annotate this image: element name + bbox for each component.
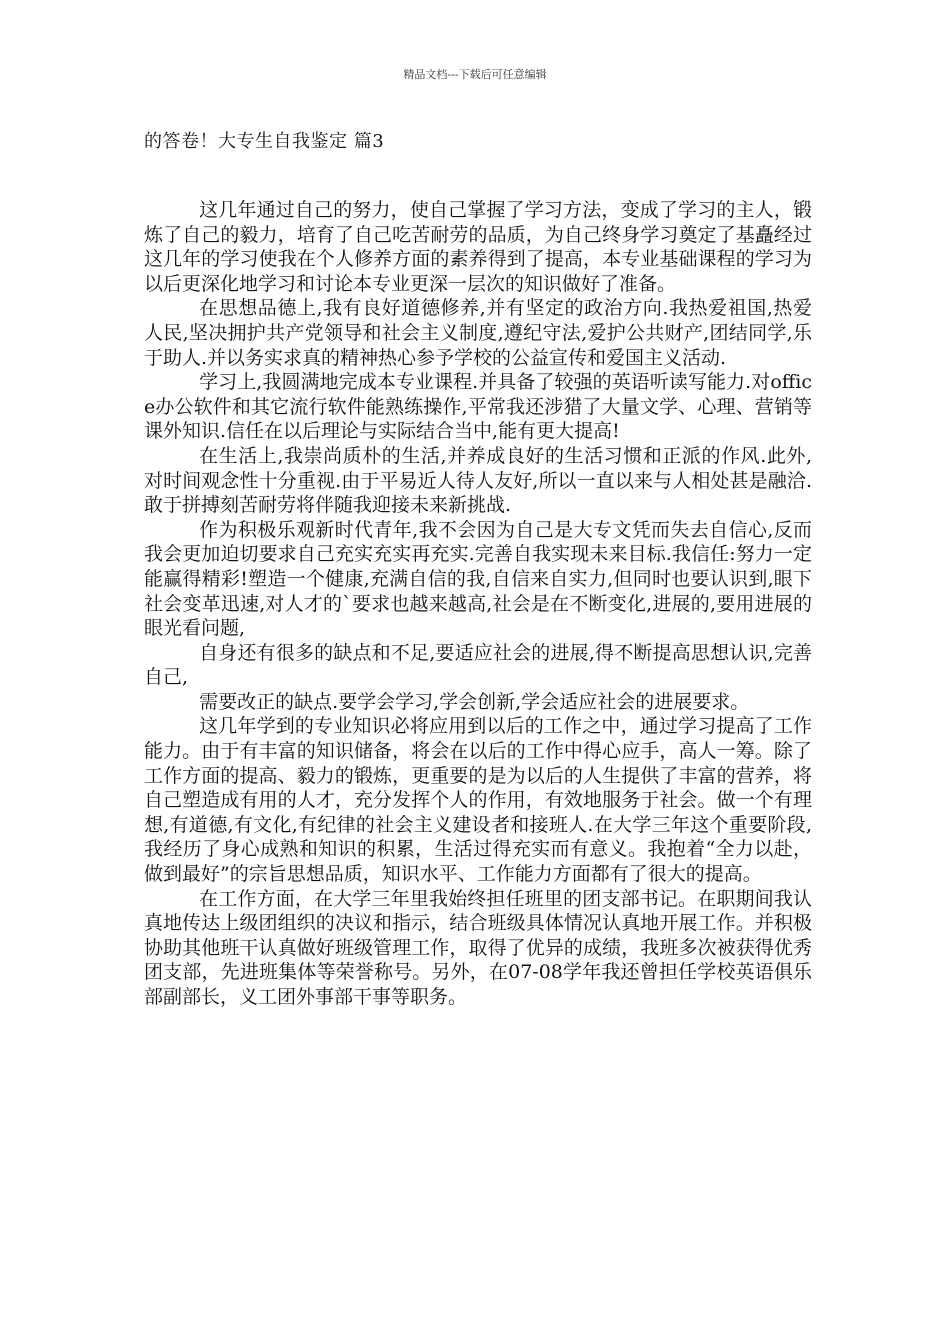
paragraph-study-method: 这几年通过自己的努力，使自己掌握了学习方法，变成了学习的主人，锻炼了自己的毅力，培育了自己吃苦耐劳的品质，为自己终身学习奠定了基矗经过这几年的学习使我在个人修养方面的素养得到了提高，本专业基础课程的学习为以后更深化地学习和讨论本专业更深一层次的知识做好了准备。 xyxy=(144,199,812,295)
paragraph-professional-knowledge: 这几年学到的专业知识必将应用到以后的工作之中，通过学习提高了工作能力。由于有丰富的知识储备，将会在以后的工作中得心应手，高人一筹。除了工作方面的提高、毅力的锻炼，更重要的是为以后的人生提供了丰富的营养，将自己塑造成有用的人才，充分发挥个人的作用，有效地服务于社会。做一个有理想,有道德,有文化,有纪律的社会主义建设者和接班人.在大学三年这个重要阶段,我经历了身心成熟和知识的积累，生活过得充实而有意义。我抱着“全力以赴，做到最好”的宗旨思想品质，知识水平、工作能力方面都有了很大的提高。 xyxy=(144,715,812,886)
document-body xyxy=(144,198,812,1010)
paragraph-academic-study: 学习上,我圆满地完成本专业课程.并具备了较强的英语听读写能力.对office办公软件和其它流行软件能熟练操作,平常我还涉猎了大量文学、心理、营销等课外知识.信任在以后理论与实际结合当中,能有更大提高! xyxy=(144,371,812,443)
document-title: 的答卷！大专生自我鉴定 篇3 xyxy=(144,131,385,152)
page-header: 精品文档---下载后可任意编辑 xyxy=(403,68,547,81)
paragraph-shortcomings: 自身还有很多的缺点和不足,要适应社会的进展,得不断提高思想认识,完善自己, xyxy=(144,641,812,689)
paragraph-work-experience: 在工作方面，在大学三年里我始终担任班里的团支部书记。在职期间我认真地传达上级团组织的决议和指示，结合班级具体情况认真地开展工作。并积极协助其他班干认真做好班级管理工作，取得了优异的成绩，我班多次被获得优秀团支部，先进班集体等荣誉称号。另外，在07-08学年我还曾担任学校英语俱乐部副部长，义工团外事部干事等职务。 xyxy=(144,887,812,1008)
paragraph-moral-character: 在思想品德上,我有良好道德修养,并有坚定的政治方向.我热爱祖国,热爱人民,坚决拥护共产党领导和社会主义制度,遵纪守法,爱护公共财产,团结同学,乐于助人.并以务实求真的精神热心参予学校的公益宣传和爱国主义活动. xyxy=(144,297,812,369)
paragraph-improvements: 需要改正的缺点.要学会学习,学会创新,学会适应社会的进展要求。 xyxy=(199,690,750,713)
paragraph-confidence: 作为积极乐观新时代青年,我不会因为自己是大专文凭而失去自信心,反而我会更加迫切要求自己充实充实再充实.完善自我实现未来目标.我信任:努力一定能赢得精彩!塑造一个健康,充满自信的我,自信来自实力,但同时也要认识到,眼下社会变革迅速,对人才的`要求也越来越高,社会是在不断变化,进展的,要用进展的眼光看问题, xyxy=(144,518,812,640)
paragraph-daily-life: 在生活上,我崇尚质朴的生活,并养成良好的生活习惯和正派的作风.此外,对时间观念性十分重视.由于平易近人待人友好,所以一直以来与人相处甚是融洽.敢于拼搏刻苦耐劳将伴随我迎接未来新挑战. xyxy=(144,444,812,517)
